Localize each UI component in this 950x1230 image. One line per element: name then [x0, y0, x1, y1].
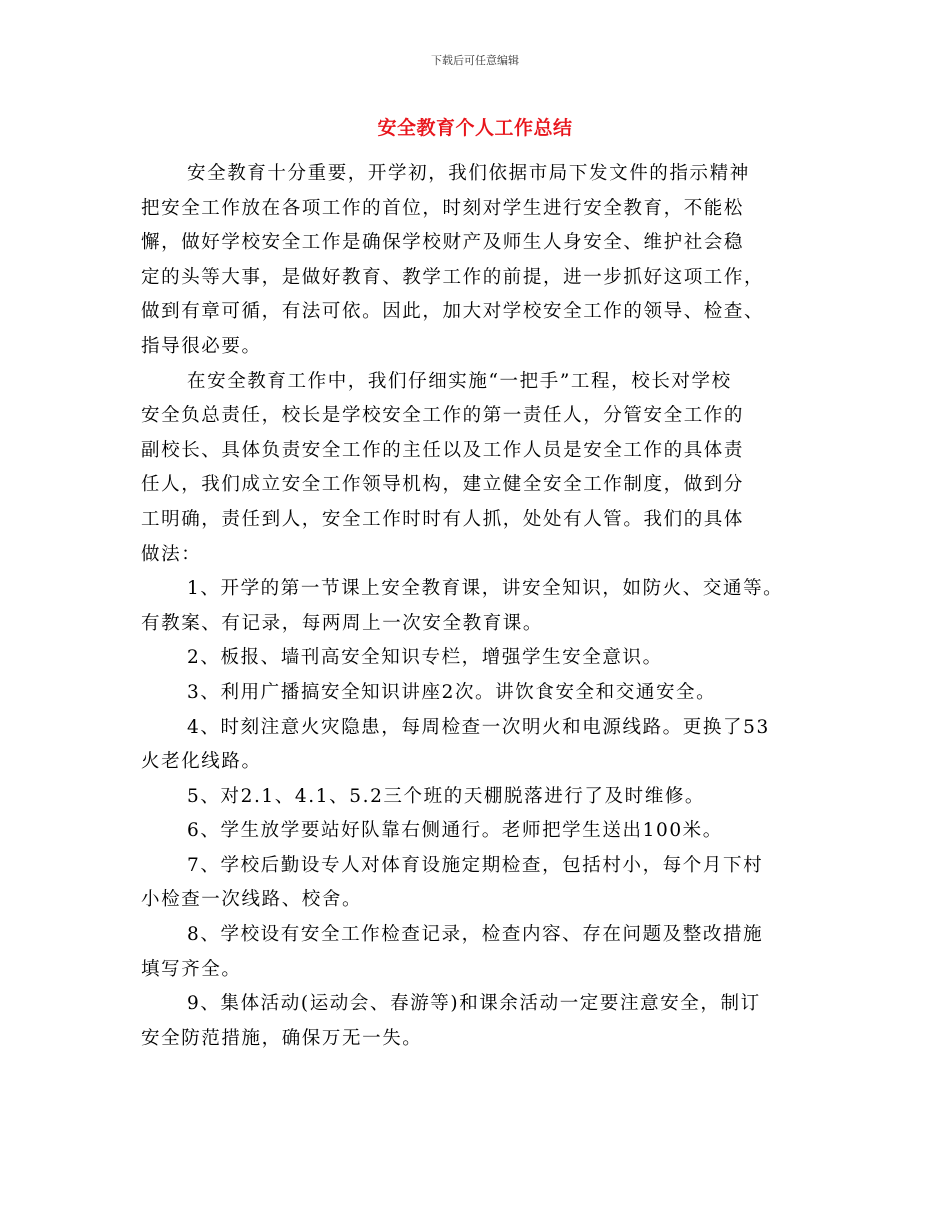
paragraph: [141, 157, 831, 365]
list-item: [141, 711, 831, 780]
text-line: 把安全工作放在各项工作的首位，时刻对学生进行安全教育，不能松: [141, 197, 745, 219]
text-line: 填写齐全。: [141, 958, 242, 980]
header-note: 下载后可任意编辑: [431, 54, 519, 67]
text-line: 指导很必要。: [141, 335, 262, 357]
text-line: 7、学校后勤设专人对体育设施定期检查，包括村小，每个月下村: [187, 854, 764, 876]
text-line: 副校长、具体负责安全工作的主任以及工作人员是安全工作的具体责: [141, 439, 745, 461]
text-line: 有教案、有记录，每两周上一次安全教育课。: [141, 612, 544, 634]
text-line: 工明确，责任到人，安全工作时时有人抓，处处有人管。我们的具体: [141, 508, 745, 530]
text-line: 做法：: [141, 543, 202, 565]
text-line: 安全防范措施，确保万无一失。: [141, 1027, 423, 1049]
text-line: 9、集体活动(运动会、春游等)和课余活动一定要注意安全，制订: [187, 993, 761, 1015]
paragraph: [141, 365, 831, 573]
text-line: 在安全教育工作中，我们仔细实施“一把手”工程，校长对学校: [187, 370, 732, 392]
document-title: 安全教育个人工作总结: [377, 117, 573, 139]
list-item: [141, 676, 831, 711]
list-item: [141, 987, 831, 1056]
list-item: [141, 641, 831, 676]
text-line: 做到有章可循，有法可依。因此，加大对学校安全工作的领导、检查、: [141, 301, 765, 323]
text-line: 小检查一次线路、校舍。: [141, 889, 363, 911]
document-body: [141, 157, 831, 1056]
list-item: [141, 572, 831, 641]
text-line: 3、利用广播搞安全知识讲座2次。讲饮食安全和交通安全。: [187, 681, 717, 703]
text-line: 5、对2.1、4.1、5.2三个班的天棚脱落进行了及时维修。: [187, 785, 706, 807]
text-line: 任人，我们成立安全工作领导机构，建立健全安全工作制度，做到分: [141, 474, 745, 496]
list-item: [141, 814, 831, 849]
text-line: 懈，做好学校安全工作是确保学校财产及师生人身安全、维护社会稳: [141, 232, 745, 254]
text-line: 安全负总责任，校长是学校安全工作的第一责任人，分管安全工作的: [141, 405, 745, 427]
list-item: [141, 849, 831, 918]
text-line: 1、开学的第一节课上安全教育课，讲安全知识，如防火、交通等。: [187, 578, 784, 600]
text-line: 8、学校设有安全工作检查记录，检查内容、存在问题及整改措施: [187, 924, 764, 946]
text-line: 安全教育十分重要，开学初，我们依据市局下发文件的指示精神: [187, 163, 750, 184]
text-line: 2、板报、墙刊高安全知识专栏，增强学生安全意识。: [187, 647, 663, 669]
text-line: 火老化线路。: [141, 751, 262, 773]
list-item: [141, 780, 831, 815]
text-line: 6、学生放学要站好队靠右侧通行。老师把学生送出100米。: [187, 820, 723, 842]
text-line: 定的头等大事，是做好教育、教学工作的前提，进一步抓好这项工作，: [141, 266, 765, 288]
text-line: 4、时刻注意火灾隐患，每周检查一次明火和电源线路。更换了53: [187, 716, 770, 738]
list-item: [141, 918, 831, 987]
